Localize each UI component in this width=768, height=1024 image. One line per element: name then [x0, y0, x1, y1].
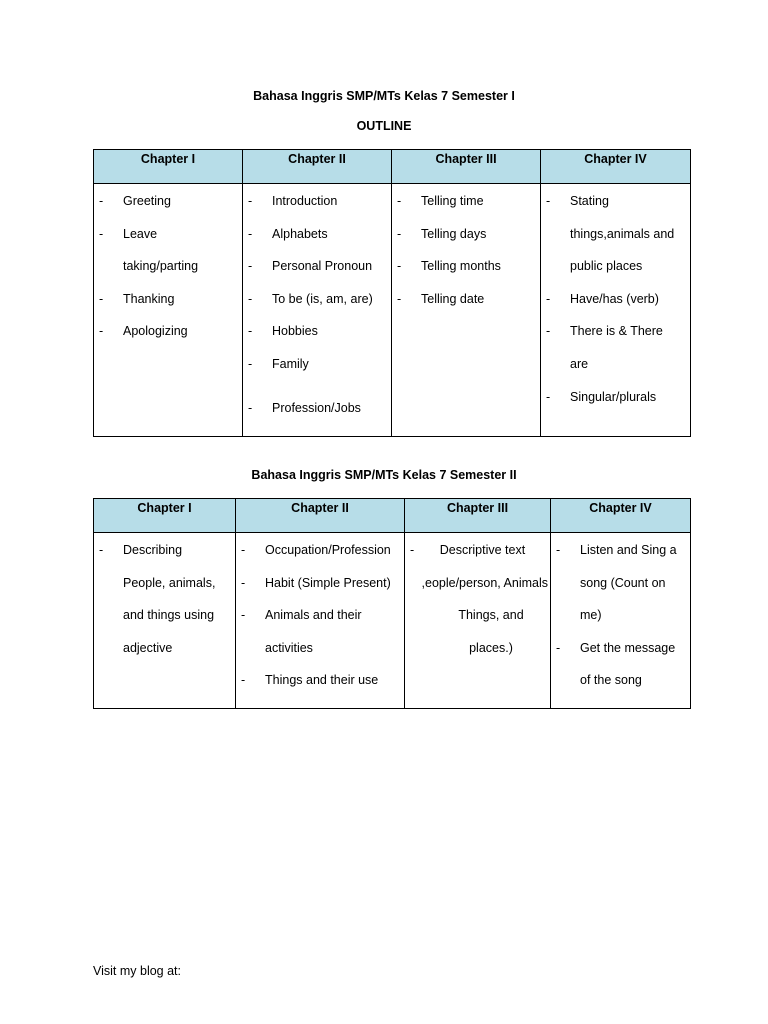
topic-text: Get the message	[580, 640, 676, 655]
topic-text: song (Count on	[580, 575, 666, 590]
chapter-cell	[94, 184, 243, 437]
table-header-row	[94, 499, 691, 533]
topic-item-continuation	[541, 250, 690, 283]
topic-item-continuation	[551, 599, 690, 632]
document-title-semester-2: Bahasa Inggris SMP/MTs Kelas 7 Semester II	[251, 468, 517, 482]
bullet-dash: -	[99, 194, 104, 208]
bullet-dash: -	[546, 291, 551, 306]
topic-text: Habit (Simple Present)	[265, 575, 391, 590]
topic-item-continuation	[405, 567, 550, 600]
topic-item	[392, 250, 540, 283]
chapter-cell	[236, 533, 405, 709]
bullet-dash: -	[546, 389, 551, 404]
topic-text: taking/parting	[123, 259, 199, 274]
topic-item	[541, 381, 690, 414]
table-row	[94, 184, 691, 437]
topic-text: Thanking	[123, 291, 175, 306]
topic-text: Introduction	[272, 194, 338, 208]
topic-item	[94, 534, 235, 567]
topic-item	[236, 534, 404, 567]
bullet-dash: -	[248, 400, 253, 415]
topic-text: Animals and their	[265, 608, 362, 623]
bullet-dash: -	[248, 324, 253, 339]
bullet-dash: -	[556, 640, 561, 655]
topic-text: Describing	[123, 543, 183, 557]
topic-text: Listen and Sing a	[580, 543, 677, 557]
blog-footer-text: Visit my blog at:	[93, 964, 182, 978]
topic-text: Family	[272, 356, 309, 371]
bullet-dash: -	[556, 543, 561, 557]
bullet-dash: -	[248, 226, 253, 241]
bullet-dash: -	[241, 673, 246, 688]
topic-item-continuation	[541, 218, 690, 251]
topic-item	[243, 348, 391, 381]
topic-text: Personal Pronoun	[272, 259, 373, 274]
topic-item	[236, 599, 404, 632]
topic-text: public places	[570, 259, 643, 274]
topic-text: places.)	[469, 640, 513, 655]
bullet-dash: -	[397, 259, 402, 274]
topic-text: Apologizing	[123, 324, 188, 339]
topic-text: and things using	[123, 608, 215, 623]
topic-text: Alphabets	[272, 226, 328, 241]
topic-item	[405, 534, 550, 567]
topic-item	[541, 185, 690, 218]
topic-text: eople/person, Animals,	[421, 575, 548, 590]
topic-text: Telling date	[421, 291, 485, 306]
topic-item	[236, 567, 404, 600]
topic-text: Occupation/Profession	[265, 543, 391, 557]
topic-item	[243, 218, 391, 251]
topic-item	[541, 283, 690, 316]
bullet-dash: -	[248, 291, 253, 306]
topic-text: are	[570, 356, 589, 371]
bullet-dash: -	[397, 194, 402, 208]
topic-item	[392, 185, 540, 218]
chapter-header: Chapter III	[405, 499, 551, 533]
topic-text: To be (is, am, are)	[272, 291, 373, 306]
document-title-semester-1: Bahasa Inggris SMP/MTs Kelas 7 Semester I	[253, 89, 515, 103]
topic-text: Profession/Jobs	[272, 400, 361, 415]
chapter-header: Chapter II	[236, 499, 405, 533]
bullet-dash: -	[410, 543, 415, 557]
topic-text: Things, and	[458, 608, 524, 623]
topic-item	[392, 283, 540, 316]
topic-text: Descriptive text	[439, 543, 526, 557]
topic-item-continuation	[94, 632, 235, 665]
chapter-header: Chapter III	[392, 150, 541, 184]
topic-text: of the song	[580, 673, 642, 688]
chapter-header: Chapter II	[243, 150, 392, 184]
topic-item-continuation	[94, 599, 235, 632]
topic-item-continuation	[551, 567, 690, 600]
topic-item	[94, 218, 242, 251]
topic-text: There is & There	[570, 324, 663, 339]
topic-item	[392, 218, 540, 251]
chapter-header: Chapter IV	[551, 499, 691, 533]
topic-item	[243, 392, 391, 425]
bullet-dash: -	[546, 324, 551, 339]
topic-item	[551, 632, 690, 665]
topic-text: Greeting	[123, 194, 171, 208]
bullet-dash: -	[248, 194, 253, 208]
topic-text: Stating	[570, 194, 609, 208]
chapter-cell	[392, 184, 541, 437]
chapter-cell	[541, 184, 691, 437]
topic-item	[243, 185, 391, 218]
topic-text: People, animals,	[123, 575, 216, 590]
topic-item-continuation	[94, 567, 235, 600]
chapter-cell	[94, 533, 236, 709]
chapter-header: Chapter I	[94, 150, 243, 184]
topic-text: activities	[265, 640, 313, 655]
table-row	[94, 533, 691, 709]
table-header-row	[94, 150, 691, 184]
bullet-dash: -	[241, 543, 246, 557]
topic-item	[94, 315, 242, 348]
topic-text: Singular/plurals	[570, 389, 657, 404]
topic-item	[236, 664, 404, 697]
bullet-dash: -	[99, 226, 104, 241]
topic-text: Leave	[123, 226, 158, 241]
topic-item	[243, 283, 391, 316]
topic-text: me)	[580, 608, 602, 623]
topic-text: Telling days	[421, 226, 487, 241]
topic-text: Hobbies	[272, 324, 318, 339]
bullet-dash: -	[241, 608, 246, 623]
topic-item	[541, 315, 690, 348]
topic-text: Have/has (verb)	[570, 291, 659, 306]
bullet-dash: -	[99, 324, 104, 339]
topic-item-continuation	[94, 250, 242, 283]
topic-text: Telling time	[421, 194, 484, 208]
bullet-dash: -	[248, 356, 253, 371]
chapter-cell	[405, 533, 551, 709]
topic-item	[243, 315, 391, 348]
topic-item	[243, 250, 391, 283]
topic-item-continuation	[405, 632, 550, 665]
bullet-dash: -	[99, 543, 104, 557]
bullet-dash: -	[546, 194, 551, 208]
outline-heading: OUTLINE	[356, 119, 412, 133]
bullet-dash: -	[397, 226, 402, 241]
chapter-cell	[551, 533, 691, 709]
topic-item	[551, 534, 690, 567]
topic-text: Things and their use	[265, 673, 379, 688]
outline-table-semester-1	[93, 149, 691, 437]
outline-table-semester-2	[93, 498, 691, 709]
topic-item-continuation	[236, 632, 404, 665]
topic-item	[94, 283, 242, 316]
bullet-dash: -	[99, 291, 104, 306]
topic-item-continuation	[551, 664, 690, 697]
topic-item-continuation	[405, 599, 550, 632]
topic-item	[94, 185, 242, 218]
chapter-header: Chapter I	[94, 499, 236, 533]
topic-text: Telling months	[421, 259, 501, 274]
bullet-dash: -	[241, 575, 246, 590]
chapter-header: Chapter IV	[541, 150, 691, 184]
chapter-cell	[243, 184, 392, 437]
bullet-dash: -	[397, 291, 402, 306]
topic-text: things,animals and	[570, 226, 675, 241]
bullet-dash: -	[248, 259, 253, 274]
topic-item-continuation	[541, 348, 690, 381]
topic-text: adjective	[123, 640, 173, 655]
